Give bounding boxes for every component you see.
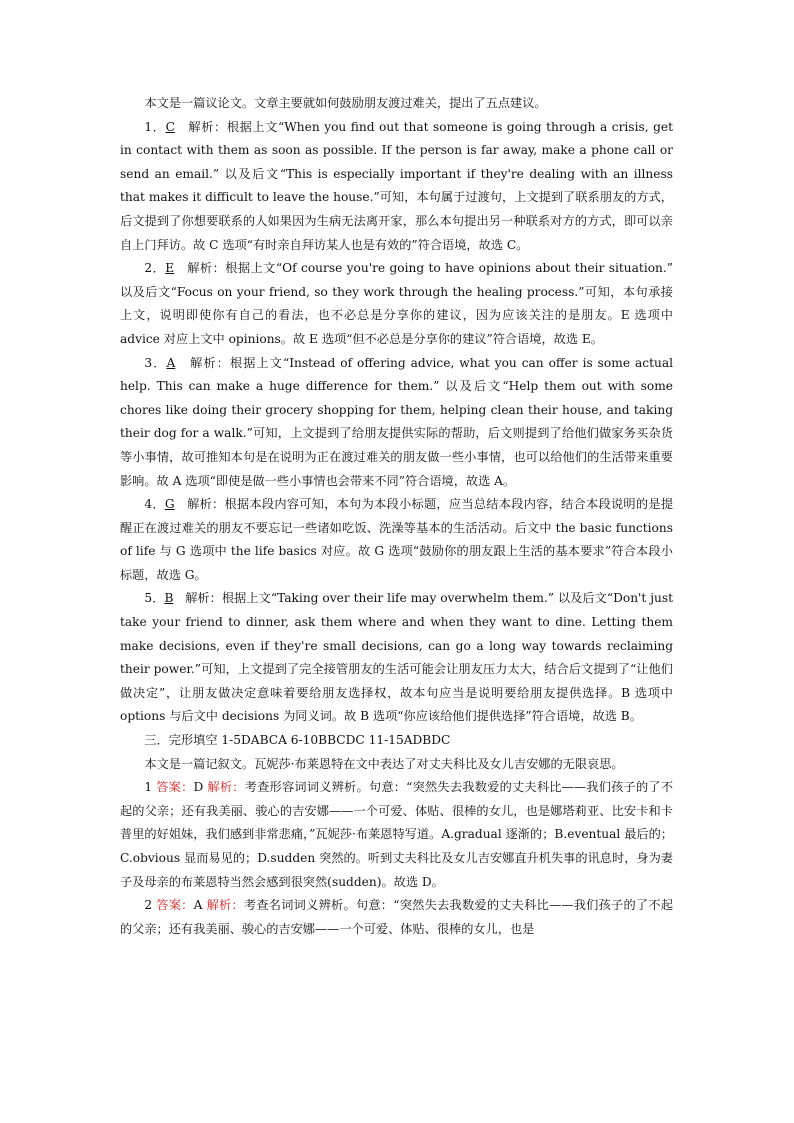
item-text: 根据上文“Taking over their life may overwhelm them.” 以及后文“Don't just take your friend to dinner, ask them where and when they want to dine. Letting them make decisions, even if they're small decisions, can go a long way towards reclaiming their power.”可知，上文提到了完全接管朋友的生活可能会让朋友压力太大，结合后文提到了“让他们做决定”，让朋友做决定意味着要给朋友选择权，故本句应当是说明要给朋友提供选择。B 选项中 options 与后文中 decisions 为同义词。故 B 选项“你应该给他们提供选择”符合语境，故选 B。 [120, 591, 674, 724]
item-answer: A [193, 898, 207, 913]
item-number: 5． [144, 591, 165, 606]
item-number: 4． [144, 497, 165, 512]
answer-item-2 [120, 257, 673, 351]
item-label: 解析： [188, 119, 227, 134]
answer-item-3 [120, 352, 673, 494]
item-answer: D [193, 780, 208, 795]
item-answer: A [166, 355, 176, 370]
answer-item-5 [120, 587, 673, 729]
item-label: 解析： [190, 355, 230, 370]
item-text: 考查名词词义辨析。句意：“突然失去我数爱的丈夫科比——我们孩子的了不起的父亲；还有我美丽、骏心的吉安娜——一个可爱、体贴、很棒的女儿，也是 [120, 898, 674, 936]
section-heading: 三．完形填空 1-5DABCA 6-10BBCDC 11-15ADBDC [144, 733, 451, 748]
item-label: 解析： [207, 780, 245, 795]
item-number: 1． [144, 119, 166, 134]
item-text: 根据上文“Of course you're going to have opinions about their situation.” 以及后文“Focus on your friend, so they work through the healing process.”可知，本句承接上文，说明即使你有自己的看法，也不必总是分享你的建议，因为应该关注的是朋友。E 选项中 advice 对应上文中 opinions。故 E 选项“但不必总是分享你的建议”符合语境，故选 E。 [120, 261, 674, 346]
item-number: 2． [144, 261, 166, 276]
item-label: 解析： [185, 591, 222, 606]
item-answer: C [165, 119, 175, 134]
document-body [120, 92, 673, 941]
item-text: 考查形容词词义辨析。句意：“突然失去我数爱的丈夫科比——我们孩子的了不起的父亲；还有我美丽、骏心的吉安娜——一个可爱、体贴、很棒的女儿，也是娜塔莉亚、比安卡和卡普里的好姐妹，我们感到非常悲痛，”瓦妮莎·布莱恩特写道。A.gradual 逐渐的；B.eventual 最后的；C.obvious 显而易见的；D.sudden 突然的。听到丈夫科比及女儿吉安娜直升机失事的讯息时，身为妻子及母亲的布莱恩特当然会感到很突然(sudden)。故选 D。 [120, 780, 674, 889]
item-text: 根据上文“When you find out that someone is going through a crisis, get in contact with them as soon as possible. If the person is far away, make a phone call or send an email.” 以及后文“This is especially important if they're dealing with an illness that makes it difficult to leave the house.”可知，本句属于过渡句，上文提到了联系朋友的方式，后文提到了你想要联系的人如果因为生病无法离开家，那么本句提出另一种联系对方的方式，即可以亲自上门拜访。故 C 选项“有时亲自拜访某人也是有效的”符合语境，故选 C。 [120, 119, 673, 252]
item-number: 2 [144, 898, 157, 913]
item-answer: E [165, 261, 175, 276]
cloze-item-2 [120, 894, 673, 941]
item-number: 3． [144, 355, 167, 370]
answer-item-1 [120, 116, 673, 258]
item-text: 根据上文“Instead of offering advice, what you can offer is some actual help. This can make a huge difference for them.” 以及后文“Help them out with some chores like doing their grocery shopping for them, helping clean their house, and taking their dog for a walk.”可知，上文提到了给朋友提供实际的帮助，后文则提到了给他们做家务买杂货等小事情，故可推知本句是在说明为正在渡过难关的朋友做一些小事情，也可以给他们的生活带来重要影响。故 A 选项“即使是做一些小事情也会带来不同”符合语境，故选 A。 [120, 355, 673, 488]
item-label: 解析： [187, 261, 226, 276]
passage-intro: 本文是一篇议论文。文章主要就如何鼓励朋友渡过难关，提出了五点建议。 [144, 96, 547, 110]
cloze-item-1 [120, 776, 673, 894]
answer-label: 答案： [156, 898, 194, 913]
answer-item-4 [120, 493, 673, 587]
item-label: 解析： [187, 497, 225, 512]
section-intro: 本文是一篇记叙文。瓦妮莎·布莱恩特在文中表达了对丈夫科比及女儿吉安娜的无限哀思。 [144, 756, 624, 771]
item-answer: B [164, 591, 174, 606]
item-answer: G [164, 497, 175, 512]
item-text: 根据本段内容可知，本句为本段小标题，应当总结本段内容，结合本段说明的是提醒正在渡过难关的朋友不要忘记一些诸如吃饭、洗澡等基本的生活活动。后文中 the basic functions of life 与 G 选项中 the life basics 对应。故 G 选项“鼓励你的朋友跟上生活的基本要求”符合本段小标题，故选 G。 [120, 497, 674, 582]
answer-label: 答案： [156, 780, 194, 795]
item-label: 解析： [206, 898, 244, 913]
item-number: 1 [144, 780, 157, 795]
